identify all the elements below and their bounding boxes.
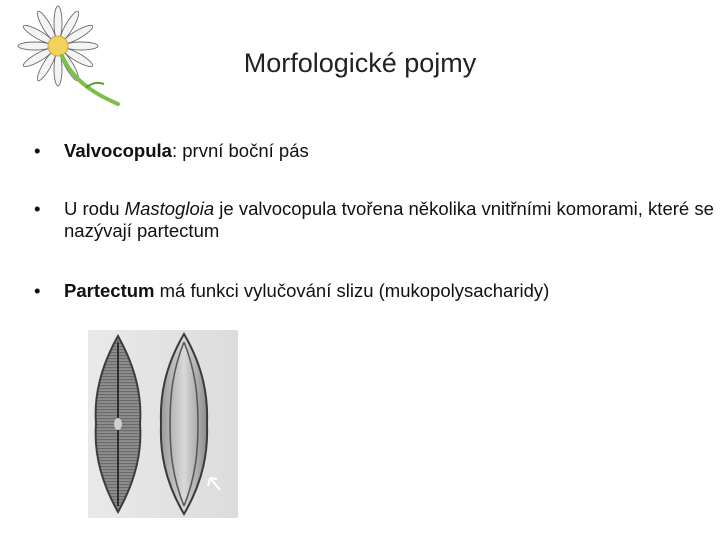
- genus-mastogloia: Mastogloia: [124, 198, 215, 219]
- diatom-micrograph-image: [60, 328, 250, 520]
- bullet-text: : první boční pás: [171, 140, 309, 161]
- bullet-valvocopula: [34, 140, 309, 162]
- bullet-text: má funkci vylučování slizu (mukopolysacharidy): [154, 280, 550, 301]
- bullet-marker: •: [34, 280, 41, 301]
- slide-title: Morfologické pojmy: [243, 48, 477, 78]
- bullet-prefix: U rodu: [64, 198, 125, 219]
- bullet-marker: •: [34, 198, 41, 219]
- bullet-mastogloia: [34, 198, 714, 242]
- diatom-flower-logo: [0, 0, 132, 112]
- bullet-text: je valvocopula tvořena několika vnitřními komorami, které se nazývají partectum: [64, 198, 714, 241]
- term-valvocopula: Valvocopula: [64, 140, 172, 161]
- term-partectum: Partectum: [64, 280, 155, 301]
- bullet-marker: •: [34, 140, 41, 161]
- bullet-partectum: [34, 280, 549, 302]
